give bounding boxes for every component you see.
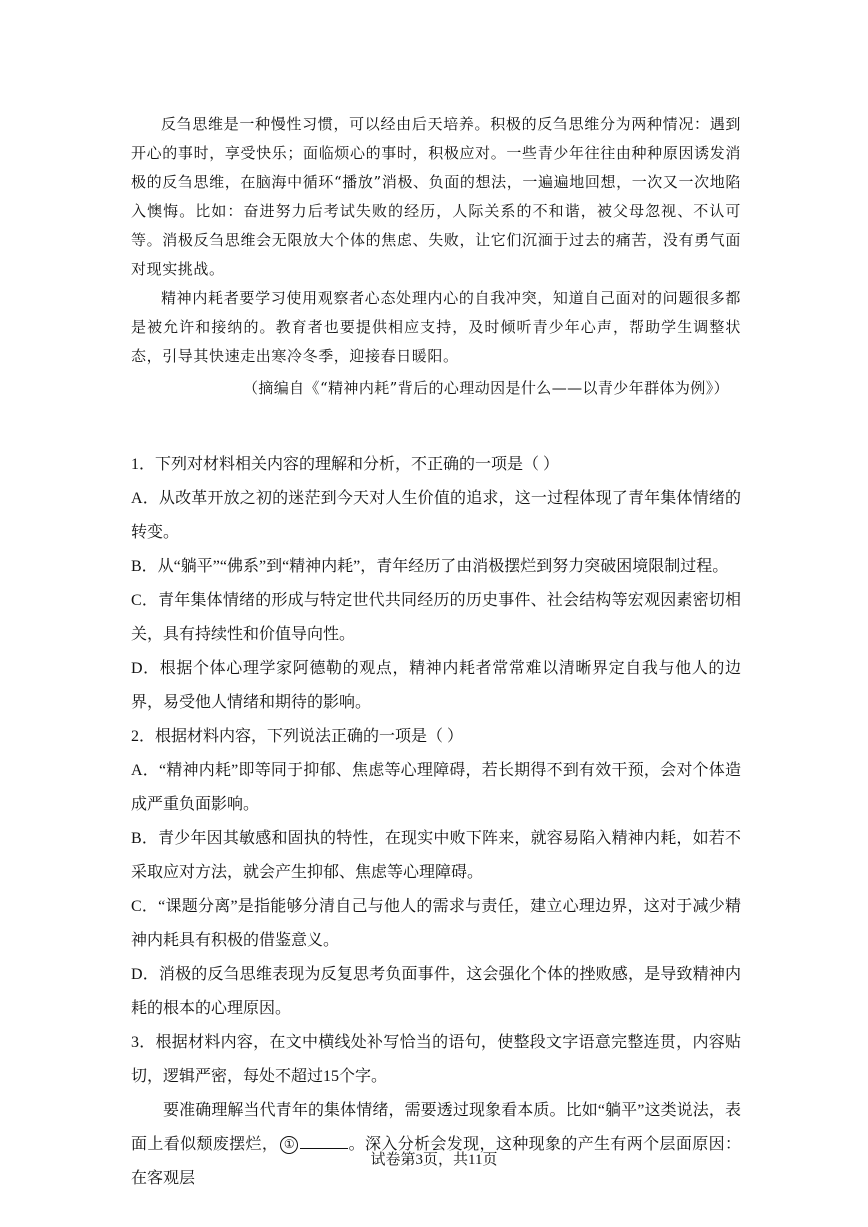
answer-blank-1 <box>300 1134 348 1149</box>
question-3-passage <box>131 1094 741 1196</box>
question-2-option-b: B．青少年因其敏感和固执的特性，在现实中败下阵来，就容易陷入精神内耗，如若不采取应对方法，就会产生抑郁、焦虑等心理障碍。 <box>131 830 741 881</box>
page-footer: 试卷第3页，共11页 <box>370 1152 498 1168</box>
question-1-option-d: D．根据个体心理学家阿德勒的观点，精神内耗者常常难以清晰界定自我与他人的边界，易受他人情绪和期待的影响。 <box>131 660 741 711</box>
question-1-option-a: A．从改革开放之初的迷茫到今天对人生价值的追求，这一过程体现了青年集体情绪的转变。 <box>131 490 741 541</box>
passage-paragraph-2: 精神内耗者要学习使用观察者心态处理内心的自我冲突，知道自己面对的问题很多都是被允许和接纳的。教育者也要提供相应支持，及时倾听青少年心声，帮助学生调整状态，引导其快速走出寒冷冬季，迎接春日暖阳。 <box>131 289 741 365</box>
question-3-text-before: 要准确理解当代青年的集体情绪，需要透过现象看本质。比如“躺平”这类说法，表面上看似颓废摆烂， <box>131 1102 741 1153</box>
question-1-option-b: B．从“躺平”“佛系”到“精神内耗”，青年经历了由消极摆烂到努力突破困境限制过程。 <box>131 558 729 575</box>
reading-passage <box>131 110 741 405</box>
question-3-text-after: 。深入分析会发现，这种现象的产生有两个层面原因：在客观层 <box>131 1136 741 1187</box>
question-3-stem: 3．根据材料内容，在文中横线处补写恰当的语句，使整段文字语意完整连贯，内容贴切，逻辑严密，每处不超过15个字。 <box>131 1034 741 1085</box>
question-2 <box>131 720 741 1026</box>
question-1 <box>131 448 741 720</box>
question-2-stem: 2．根据材料内容，下列说法正确的一项是（ ） <box>131 728 464 745</box>
question-3 <box>131 1026 741 1196</box>
question-section <box>131 448 741 1196</box>
question-2-option-d: D．消极的反刍思维表现为反复思考负面事件，这会强化个体的挫败感，是导致精神内耗的根本的心理原因。 <box>131 966 741 1017</box>
question-2-option-a: A．“精神内耗”即等同于抑郁、焦虑等心理障碍，若长期得不到有效干预，会对个体造成严重负面影响。 <box>131 762 741 813</box>
passage-source: （摘编自《“精神内耗”背后的心理动因是什么——以青少年群体为例》） <box>242 379 729 397</box>
question-1-stem: 1．下列对材料相关内容的理解和分析，不正确的一项是（ ） <box>131 456 560 473</box>
blank-number-marker: ① <box>280 1136 298 1154</box>
question-1-option-c: C．青年集体情绪的形成与特定世代共同经历的历史事件、社会结构等宏观因素密切相关，具有持续性和价值导向性。 <box>131 592 741 643</box>
question-2-option-c: C．“课题分离”是指能够分清自己与他人的需求与责任，建立心理边界，这对于减少精神内耗具有积极的借鉴意义。 <box>131 898 741 949</box>
passage-paragraph-1: 反刍思维是一种慢性习惯，可以经由后天培养。积极的反刍思维分为两种情况：遇到开心的事时，享受快乐；面临烦心的事时，积极应对。一些青少年往往由种种原因诱发消极的反刍思维，在脑海中循环“播放”消极、负面的想法，一遍遍地回想，一次又一次地陷入懊悔。比如：奋进努力后考试失败的经历，人际关系的不和谐，被父母忽视、不认可等。消极反刍思维会无限放大个体的焦虑、失败，让它们沉湎于过去的痛苦，没有勇气面对现实挑战。 <box>131 115 741 278</box>
